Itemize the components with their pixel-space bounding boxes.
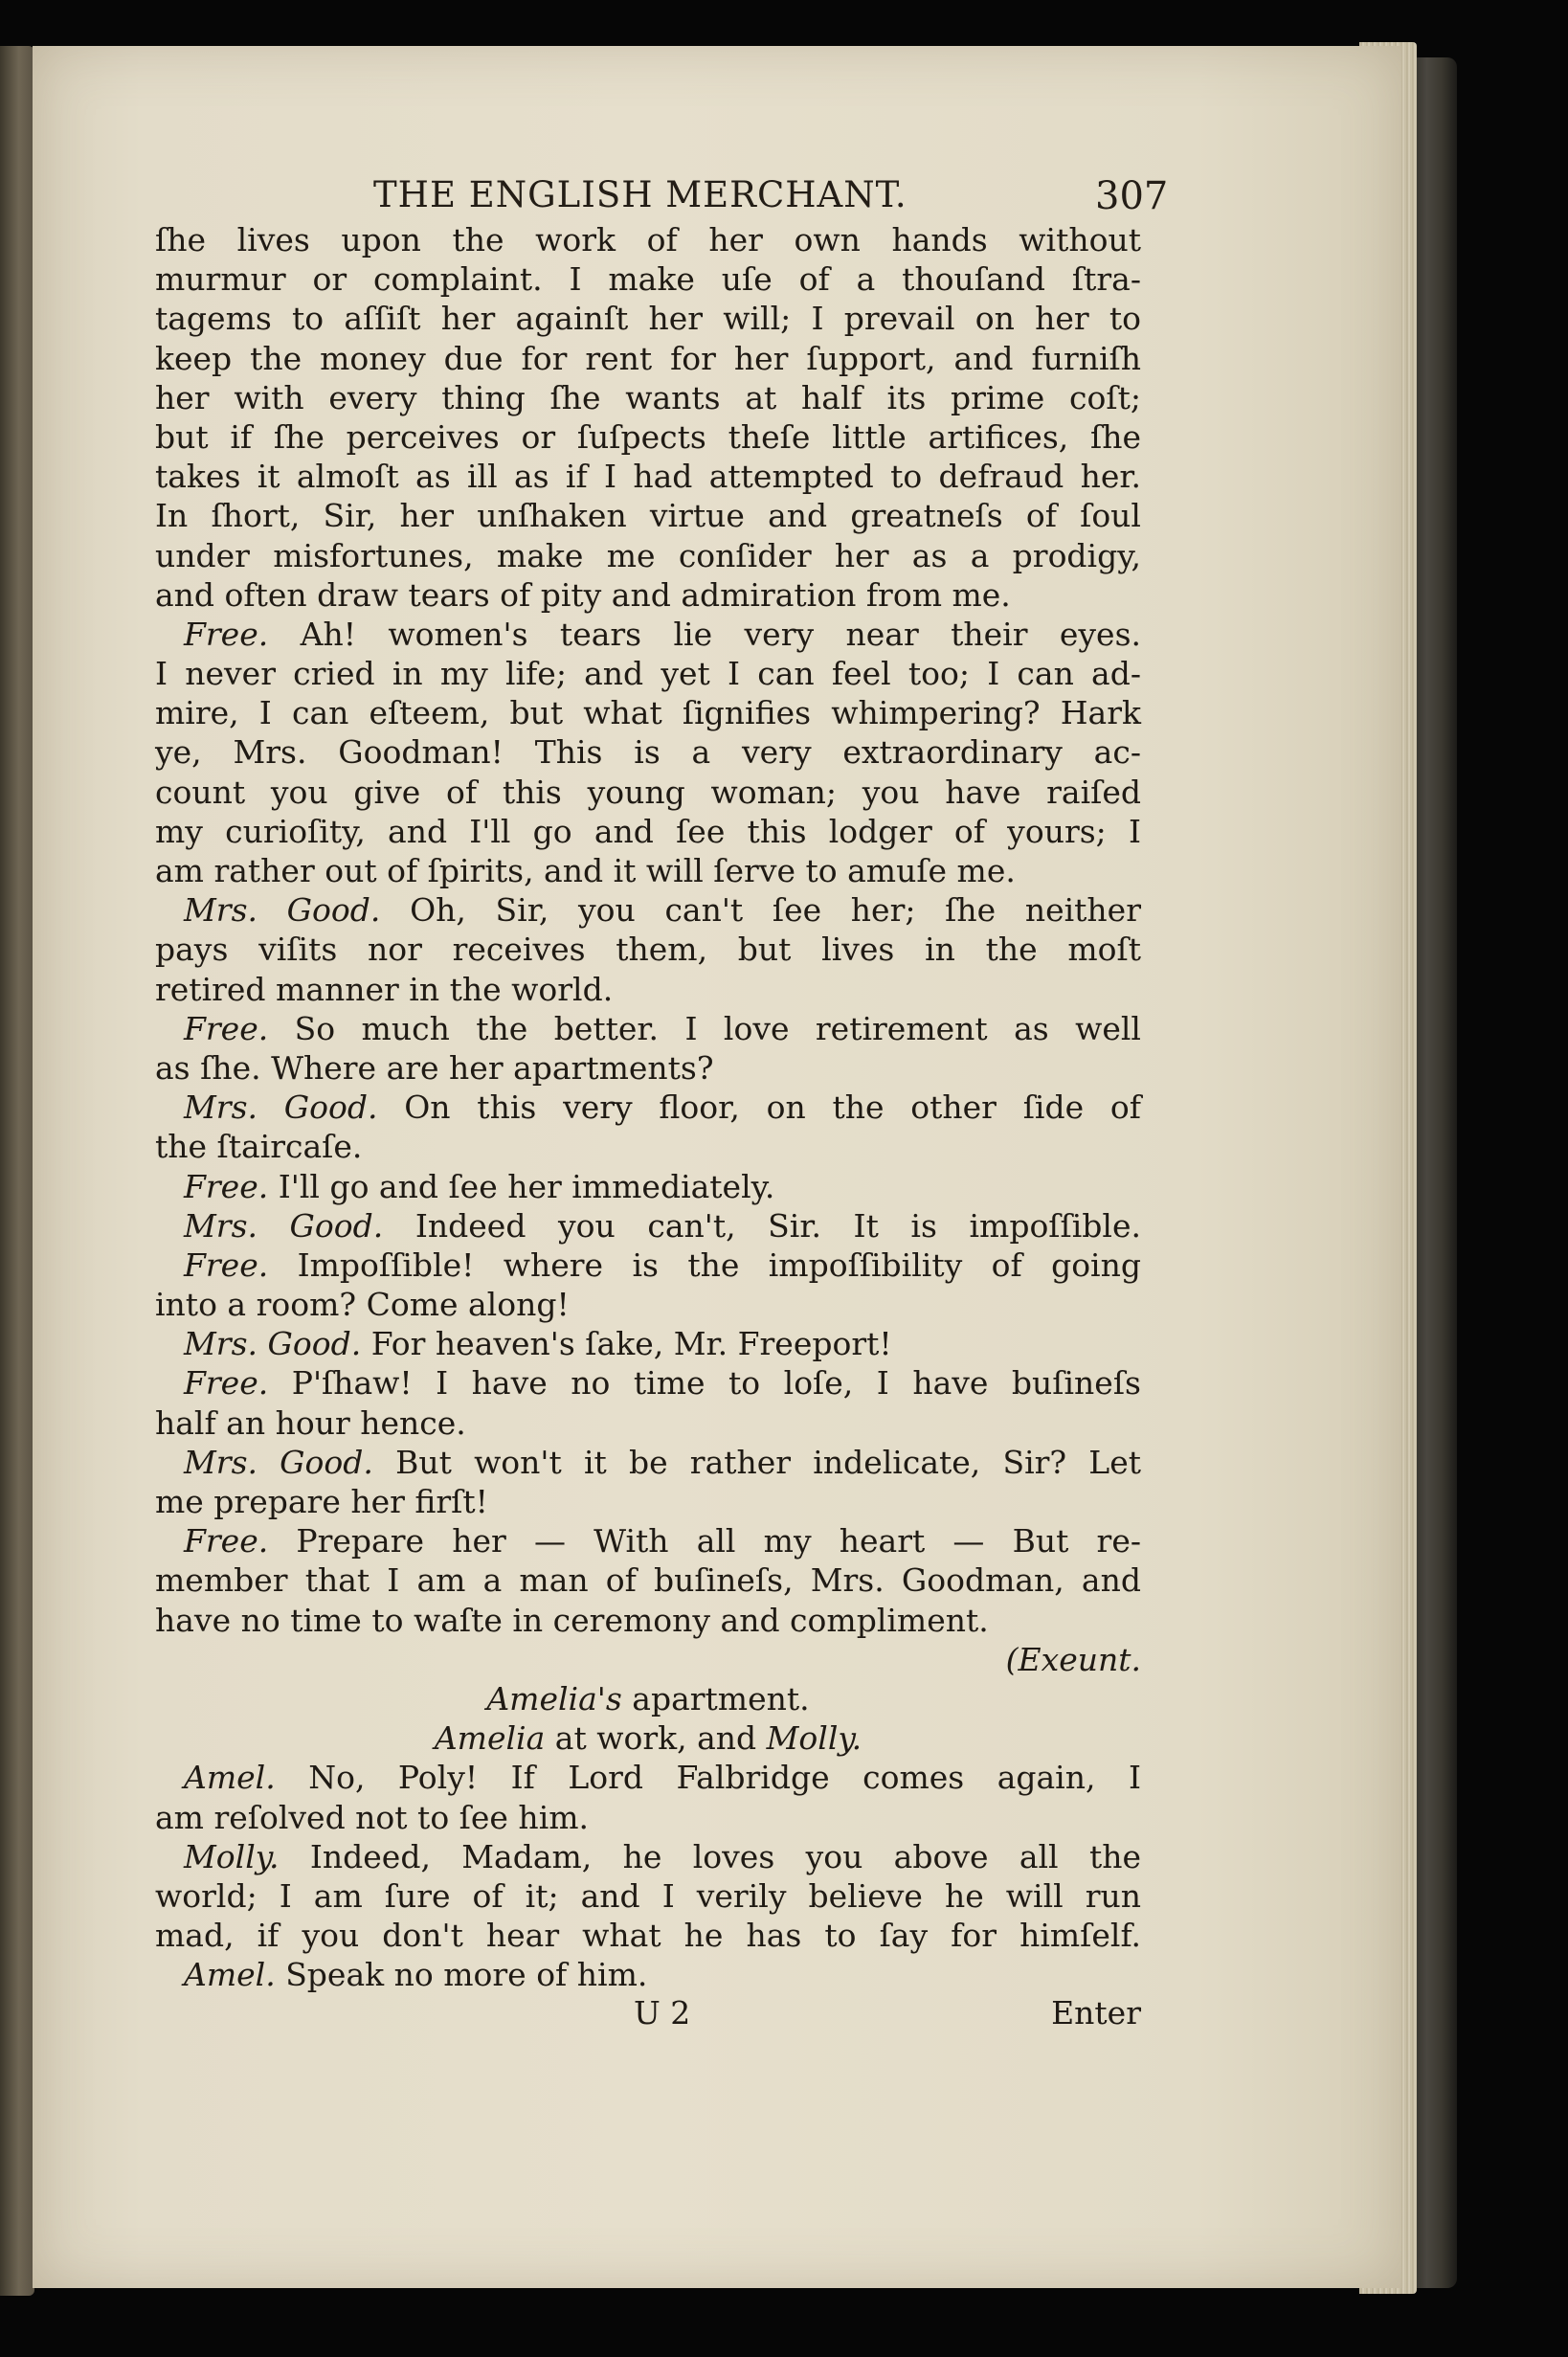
- speech-line: [155, 1088, 1141, 1127]
- text-line: under misfortunes, make me conſider her as a prodigy,: [155, 536, 1141, 574]
- speech-text: Oh, Sir, you can't ſee her; ſhe neither: [410, 891, 1141, 930]
- speaker-name: Amel.: [184, 1759, 276, 1797]
- speech-text: Speak no more of him.: [285, 1956, 648, 1994]
- speaker-name: Mrs. Good.: [184, 1325, 362, 1363]
- speech-line: [155, 890, 1141, 930]
- text-line: have no time to waſte in ceremony and compliment.: [155, 1601, 989, 1639]
- page-header: [155, 144, 1169, 220]
- speech-line: [155, 1167, 1141, 1206]
- speech-line: [155, 1009, 1141, 1048]
- speech-line: [155, 1443, 1141, 1482]
- catchword: Enter: [1051, 1994, 1141, 2032]
- speech-text: Indeed, Madam, he loves you above all the: [309, 1837, 1141, 1875]
- speech-text: I'll go and ſee her immediately.: [278, 1167, 775, 1205]
- signature-mark: U 2: [634, 1994, 691, 2032]
- text-line: I never cried in my life; and yet I can feel too; I can ad-: [155, 655, 1141, 693]
- speech-line: [155, 1955, 1141, 1994]
- speech-text: So much the better. I love retirement as well: [294, 1009, 1141, 1047]
- text-line: count you give of this young woman; you have raiſed: [155, 773, 1141, 811]
- speaker-name: Mrs. Good.: [184, 1206, 384, 1245]
- text-line: tagems to aſſiſt her againſt her will; I prevail on her to: [155, 300, 1141, 338]
- text-line: takes it almoſt as ill as if I had attempted to defraud her.: [155, 458, 1141, 496]
- speech-text: Impoſſible! where is the impoſſibility of going: [297, 1246, 1141, 1284]
- speech-line: [155, 1206, 1141, 1246]
- text-line: mad, if you don't hear what he has to ſay for himſelf.: [155, 1917, 1141, 1955]
- text-line: half an hour hence.: [155, 1403, 466, 1442]
- speech-text: Prepare her — With all my heart — But re-: [296, 1522, 1141, 1560]
- speech-line: [155, 1363, 1141, 1403]
- scene-character: Amelia: [434, 1719, 546, 1758]
- text-line: as ſhe. Where are her apartments?: [155, 1048, 714, 1087]
- speaker-name: Mrs. Good.: [184, 1443, 373, 1481]
- speaker-name: Free.: [184, 1009, 269, 1047]
- scene-description: [155, 1718, 1141, 1758]
- text-line: but if ſhe perceives or ſuſpects theſe little artifices, ſhe: [155, 417, 1141, 456]
- speech-line: [155, 1758, 1141, 1797]
- speaker-name: Mrs. Good.: [184, 891, 381, 930]
- text-line: me prepare her firſt!: [155, 1483, 488, 1520]
- speech-line: [155, 1246, 1141, 1285]
- text-line: and often draw tears of pity and admiration from me.: [155, 575, 1011, 614]
- speech-line: [155, 1837, 1141, 1876]
- page-text: [155, 144, 1169, 2036]
- text-line: am rather out of ſpirits, and it will ſerve to amuſe me.: [155, 852, 1016, 889]
- text-line: her with every thing ſhe wants at half its prime coſt;: [155, 378, 1141, 416]
- speech-text: P'ſhaw! I have no time to loſe, I have buſineſs: [291, 1364, 1141, 1403]
- text-line: pays viſits nor receives them, but lives in the moſt: [155, 931, 1141, 969]
- speaker-name: Amel.: [184, 1956, 276, 1994]
- speech-text: Ah! women's tears lie very near their eyes.: [300, 615, 1141, 653]
- text-line: ye, Mrs. Goodman! This is a very extraordinary ac-: [155, 733, 1141, 772]
- text-line: murmur or complaint. I make uſe of a thouſand ſtra-: [155, 260, 1141, 299]
- page-footer: [155, 1994, 1141, 2036]
- text-line: mire, I can eſteem, but what ſignifies whimpering? Hark: [155, 694, 1141, 732]
- speaker-name: Free.: [184, 1522, 269, 1560]
- scene-text: at work, and: [554, 1719, 757, 1758]
- speech-text: For heaven's ſake, Mr. Freeport!: [370, 1325, 892, 1363]
- speaker-name: Free.: [184, 615, 269, 653]
- scene-character: Molly.: [766, 1719, 862, 1758]
- stage-direction-exeunt: (Exeunt.: [1005, 1640, 1141, 1678]
- speech-text: On this very floor, on the other ſide of: [404, 1089, 1141, 1127]
- text-line: keep the money due for rent for her ſupport, and furniſh: [155, 339, 1141, 377]
- page-number: 307: [1095, 174, 1169, 218]
- speech-text: But won't it be rather indelicate, Sir? Let: [395, 1443, 1141, 1481]
- facing-page-edge: [0, 46, 34, 2296]
- speech-line: [155, 1324, 1141, 1363]
- text-line: In ſhort, Sir, her unſhaken virtue and greatneſs of ſoul: [155, 497, 1141, 535]
- text-line: member that I am a man of buſineſs, Mrs. Goodman, and: [155, 1561, 1141, 1600]
- speech-text: No, Poly! If Lord Falbridge comes again, I: [308, 1759, 1141, 1797]
- scene-text: apartment.: [632, 1679, 810, 1717]
- text-line: world; I am ſure of it; and I verily believe he will run: [155, 1876, 1141, 1915]
- speaker-name: Free.: [184, 1364, 269, 1403]
- speech-line: [155, 1521, 1141, 1560]
- speech-line: [155, 615, 1141, 654]
- speaker-name: Free.: [184, 1167, 269, 1205]
- text-line: the ſtaircaſe.: [155, 1128, 363, 1166]
- text-line: retired manner in the world.: [155, 970, 614, 1008]
- speaker-name: Mrs. Good.: [184, 1089, 378, 1127]
- text-line: am reſolved not to ſee him.: [155, 1798, 590, 1836]
- speech-text: Indeed you can't, Sir. It is impoſſible.: [414, 1206, 1141, 1245]
- text-line: into a room? Come along!: [155, 1286, 570, 1324]
- text-line: my curioſity, and I'll go and ſee this lodger of yours; I: [155, 812, 1141, 850]
- speaker-name: Molly.: [184, 1837, 280, 1875]
- speaker-name: Free.: [184, 1246, 269, 1284]
- running-head: THE ENGLISH MERCHANT.: [373, 174, 907, 215]
- scene-character: Amelia's: [486, 1679, 622, 1717]
- scene-heading: [155, 1679, 1141, 1718]
- text-line: ſhe lives upon the work of her own hands without: [155, 221, 1141, 258]
